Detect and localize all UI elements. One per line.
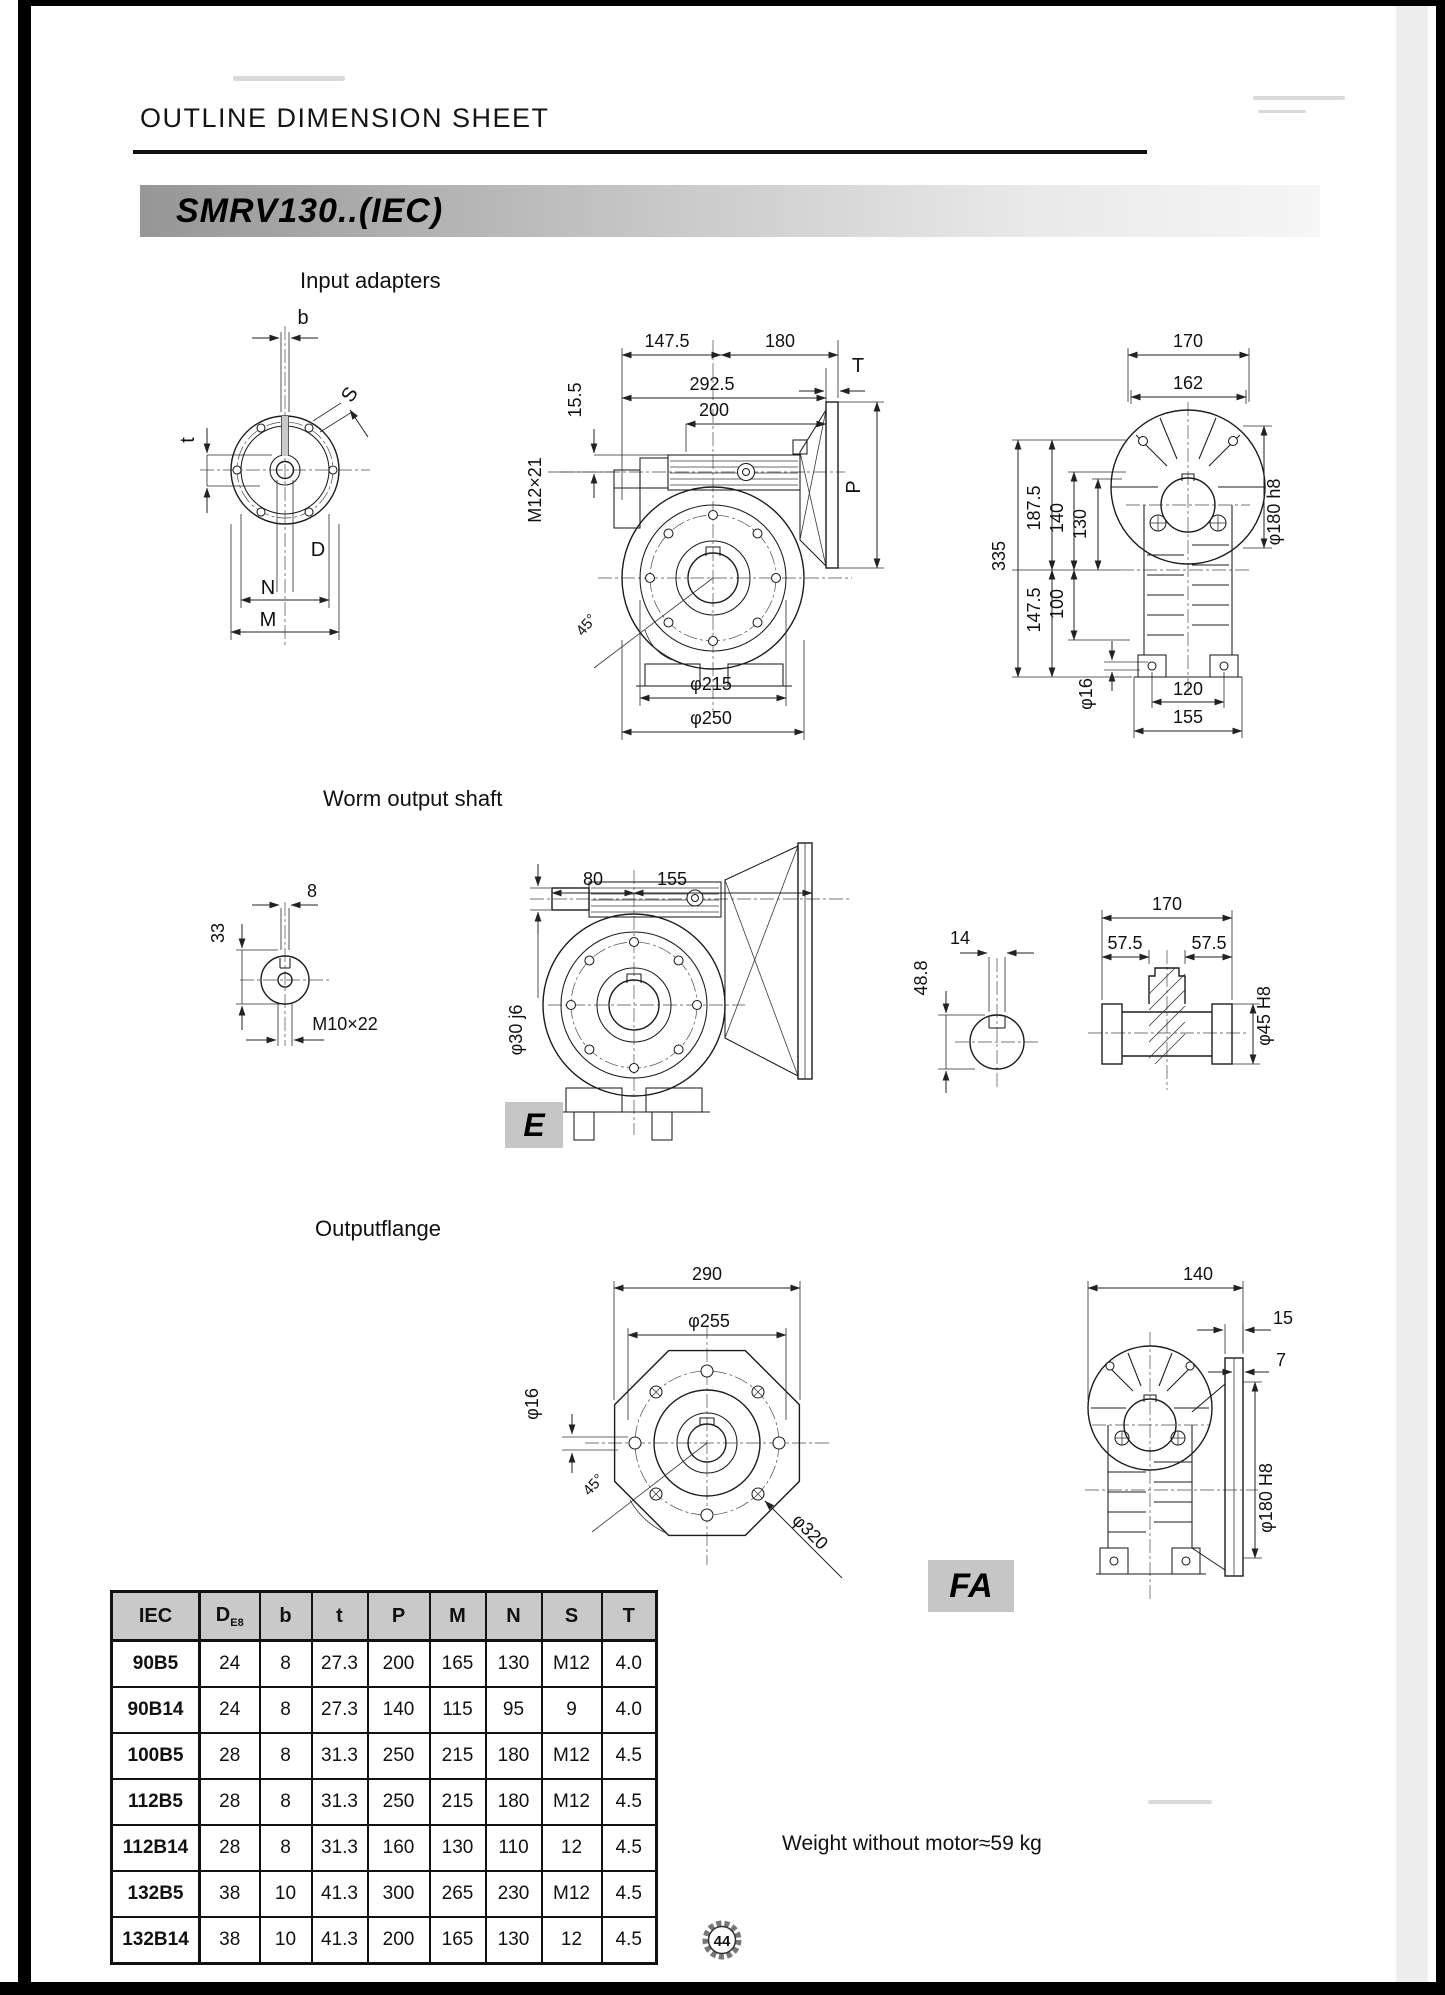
table-cell: 8 [260, 1779, 312, 1825]
dim-label: 14 [949, 928, 971, 948]
table-cell: 10 [260, 1917, 312, 1964]
dim-label: φ45 H8 [1254, 986, 1274, 1046]
dim-label: T [851, 355, 865, 377]
table-cell: M12 [542, 1641, 602, 1688]
table-cell: 4.0 [602, 1687, 657, 1733]
table-cell: M12 [542, 1779, 602, 1825]
table-cell: 250 [368, 1733, 430, 1779]
dim-label: 180 [764, 331, 796, 351]
column-header: IEC [112, 1592, 200, 1641]
dim-label: D [310, 539, 326, 561]
table-cell: 9 [542, 1687, 602, 1733]
table-row [112, 1641, 657, 1688]
table-cell: 140 [368, 1687, 430, 1733]
table-cell: 4.5 [602, 1733, 657, 1779]
column-header: T [602, 1592, 657, 1641]
table-cell: 28 [200, 1825, 260, 1871]
dim-label: φ180 H8 [1256, 1463, 1276, 1533]
table-cell: 130 [486, 1917, 542, 1964]
dim-label: P [843, 480, 865, 494]
table-cell: 24 [200, 1687, 260, 1733]
table-cell: 200 [368, 1917, 430, 1964]
table-cell: 130 [430, 1825, 486, 1871]
table-cell: 27.3 [312, 1687, 368, 1733]
table-cell: 90B14 [112, 1687, 200, 1733]
table-cell: 31.3 [312, 1825, 368, 1871]
dim-label: 162 [1172, 373, 1204, 393]
table-cell: 8 [260, 1733, 312, 1779]
table-header-row [112, 1592, 657, 1641]
table-cell: 200 [368, 1641, 430, 1688]
dim-label: M [259, 609, 277, 631]
dim-label: 80 [582, 869, 604, 889]
table-row [112, 1733, 657, 1779]
table-cell: 41.3 [312, 1871, 368, 1917]
table-cell: 110 [486, 1825, 542, 1871]
table-row [112, 1917, 657, 1964]
table-cell: 180 [486, 1733, 542, 1779]
dim-label: 45° [579, 1470, 608, 1500]
dim-label: φ255 [688, 1311, 730, 1331]
table-cell: 28 [200, 1733, 260, 1779]
weight-note: Weight without motor≈59 kg [782, 1832, 1042, 1855]
input-adapter-side-view-drawing [989, 331, 1284, 738]
page-number: 44 [713, 1933, 731, 1950]
hollow-shaft-section-drawing [1088, 894, 1274, 1090]
table-cell: M12 [542, 1733, 602, 1779]
dim-label: 45° [572, 610, 601, 640]
table-cell: 300 [368, 1871, 430, 1917]
table-cell: 132B5 [112, 1871, 200, 1917]
column-header: N [486, 1592, 542, 1641]
output-flange-side-view-drawing [1085, 1264, 1293, 1600]
column-header: t [312, 1592, 368, 1641]
section-label-input-adapters: Input adapters [300, 268, 441, 293]
worm-shaft-end-view-drawing [208, 881, 378, 1046]
dim-label: 155 [656, 869, 688, 889]
table-cell: 4.5 [602, 1825, 657, 1871]
table-row [112, 1871, 657, 1917]
input-adapter-front-view-drawing [525, 331, 884, 740]
dim-label: 100 [1047, 588, 1067, 620]
dim-label: 33 [208, 922, 228, 944]
table-cell: 38 [200, 1871, 260, 1917]
dim-label: M10×22 [312, 1014, 378, 1034]
dim-label: φ320 [788, 1509, 833, 1554]
table-cell: 90B5 [112, 1641, 200, 1688]
section-label-output-flange: Outputflange [315, 1216, 441, 1241]
dim-label: φ16 [1076, 678, 1096, 710]
table-cell: 165 [430, 1917, 486, 1964]
table-cell: 27.3 [312, 1641, 368, 1688]
column-header: b [260, 1592, 312, 1641]
table-cell: 28 [200, 1779, 260, 1825]
table-cell: 112B14 [112, 1825, 200, 1871]
table-cell: 24 [200, 1641, 260, 1688]
dim-label: 200 [698, 400, 730, 420]
table-cell: 95 [486, 1687, 542, 1733]
table-row [112, 1779, 657, 1825]
mounting-code-e-badge: E [505, 1102, 563, 1148]
dim-label: 147.5 [644, 331, 690, 351]
table-cell: 31.3 [312, 1733, 368, 1779]
dim-label: S [337, 383, 363, 407]
table-cell: 112B5 [112, 1779, 200, 1825]
dim-label: 8 [306, 881, 318, 901]
table-cell: 8 [260, 1825, 312, 1871]
table-cell: 132B14 [112, 1917, 200, 1964]
table-cell: 215 [430, 1733, 486, 1779]
dim-label: 7 [1275, 1350, 1287, 1370]
page-number-badge [706, 1924, 739, 1957]
dim-label: 170 [1151, 894, 1183, 914]
worm-shaft-front-view-drawing [506, 843, 852, 1140]
dim-label: 48.8 [911, 960, 931, 996]
dim-label: 120 [1172, 679, 1204, 699]
table-cell: 160 [368, 1825, 430, 1871]
column-header: P [368, 1592, 430, 1641]
dim-label: 147.5 [1024, 587, 1044, 633]
table-cell: 215 [430, 1779, 486, 1825]
dim-label: φ30 j6 [506, 1004, 526, 1056]
table-cell: 265 [430, 1871, 486, 1917]
table-row [112, 1825, 657, 1871]
table-cell: 8 [260, 1687, 312, 1733]
table-cell: 180 [486, 1779, 542, 1825]
table-cell: 165 [430, 1641, 486, 1688]
dimension-table [110, 1590, 658, 1965]
table-cell: 10 [260, 1871, 312, 1917]
input-adapter-end-view-drawing [177, 307, 370, 648]
table-cell: M12 [542, 1871, 602, 1917]
dim-label: 335 [989, 540, 1009, 572]
dim-label: φ16 [522, 1388, 542, 1420]
dim-label: φ180 h8 [1264, 478, 1284, 546]
table-cell: 250 [368, 1779, 430, 1825]
table-cell: 12 [542, 1917, 602, 1964]
table-cell: 4.5 [602, 1917, 657, 1964]
column-header: S [542, 1592, 602, 1641]
dim-label: 155 [1172, 707, 1204, 727]
dim-label: 292.5 [689, 374, 735, 394]
dim-label: t [177, 437, 199, 443]
dim-label: 15 [1272, 1308, 1294, 1328]
model-title: SMRV130..(IEC) [176, 191, 444, 230]
dim-label: 130 [1070, 508, 1090, 540]
table-cell: 4.5 [602, 1871, 657, 1917]
table-cell: 31.3 [312, 1779, 368, 1825]
table-cell: 230 [486, 1871, 542, 1917]
table-cell: 38 [200, 1917, 260, 1964]
dim-label: φ215 [690, 674, 732, 694]
table-row [112, 1687, 657, 1733]
table-cell: 4.0 [602, 1641, 657, 1688]
dim-label: 187.5 [1024, 485, 1044, 531]
column-header: M [430, 1592, 486, 1641]
dim-label: 15.5 [565, 382, 585, 418]
worm-shaft-keyway-detail-drawing [911, 928, 1040, 1093]
table-cell: 130 [486, 1641, 542, 1688]
dim-label: 170 [1172, 331, 1204, 351]
table-cell: 4.5 [602, 1779, 657, 1825]
dim-label: 290 [691, 1264, 723, 1284]
keyway-slot [282, 416, 289, 456]
table-cell: 115 [430, 1687, 486, 1733]
output-flange-front-view-drawing [522, 1264, 842, 1578]
mounting-code-fa-badge: FA [928, 1560, 1014, 1612]
dim-label: N [260, 577, 276, 599]
table-cell: 8 [260, 1641, 312, 1688]
dim-label: 140 [1047, 502, 1067, 534]
dim-label: 57.5 [1191, 933, 1227, 953]
column-header: $D_{E8}$ [200, 1592, 260, 1641]
page-title: OUTLINE DIMENSION SHEET [140, 103, 550, 133]
section-label-worm-output-shaft: Worm output shaft [323, 786, 503, 811]
dim-label: φ250 [690, 708, 732, 728]
table-cell: 12 [542, 1825, 602, 1871]
table-cell: 41.3 [312, 1917, 368, 1964]
dim-label: 57.5 [1107, 933, 1143, 953]
dim-label: 140 [1182, 1264, 1214, 1284]
dim-label: M12×21 [525, 457, 545, 523]
table-cell: 100B5 [112, 1733, 200, 1779]
dim-label: b [297, 307, 309, 329]
